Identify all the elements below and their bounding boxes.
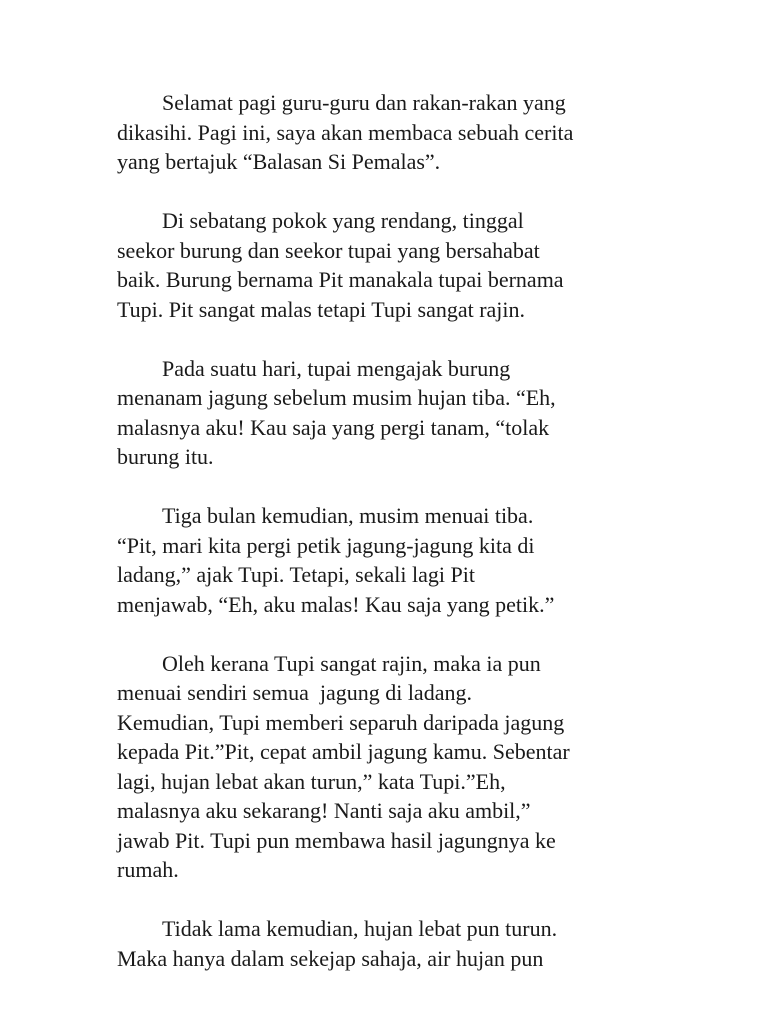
text-line: Kemudian, Tupi memberi separuh daripada jagung xyxy=(117,709,565,735)
text-line: baik. Burung bernama Pit manakala tupai bernama xyxy=(117,267,564,292)
paragraph-5 xyxy=(117,649,657,885)
text-line: ladang,” ajak Tupi. Tetapi, sekali lagi Pit xyxy=(117,562,475,587)
text-line: Tidak lama kemudian, hujan lebat pun turun. xyxy=(162,916,558,941)
text-line: Oleh kerana Tupi sangat rajin, maka ia pun xyxy=(162,650,541,676)
text-line: Di sebatang pokok yang rendang, tinggal xyxy=(162,208,524,233)
text-line: burung itu. xyxy=(117,444,214,469)
text-line: rumah. xyxy=(117,857,179,882)
text-line: Tiga bulan kemudian, musim menuai tiba. xyxy=(162,503,534,528)
text-line: Tupi. Pit sangat malas tetapi Tupi sangat rajin. xyxy=(117,296,526,322)
text-line: Maka hanya dalam sekejap sahaja, air hujan pun xyxy=(117,945,544,971)
text-line: “Pit, mari kita pergi petik jagung-jagung kita di xyxy=(117,532,535,558)
paragraph-2 xyxy=(117,206,657,324)
text-line: Pada suatu hari, tupai mengajak burung xyxy=(162,355,511,381)
text-line: menanam jagung sebelum musim hujan tiba. “Eh, xyxy=(117,385,556,410)
text-line: menjawab, “Eh, aku malas! Kau saja yang petik.” xyxy=(117,591,555,617)
text-line: kepada Pit.”Pit, cepat ambil jagung kamu. Sebentar xyxy=(117,739,570,764)
paragraph-3 xyxy=(117,354,657,472)
text-line: lagi, hujan lebat akan turun,” kata Tupi.”Eh, xyxy=(117,768,506,794)
text-line: yang bertajuk “Balasan Si Pemalas”. xyxy=(117,149,441,174)
text-line: seekor burung dan seekor tupai yang bersahabat xyxy=(117,237,540,263)
text-line: jawab Pit. Tupi pun membawa hasil jagungnya ke xyxy=(117,827,556,853)
paragraph-4 xyxy=(117,501,657,619)
text-line: menuai sendiri semua jagung di ladang. xyxy=(117,680,472,705)
text-line: dikasihi. Pagi ini, saya akan membaca sebuah cerita xyxy=(117,119,574,145)
story-text xyxy=(117,88,657,1003)
text-line: malasnya aku! Kau saja yang pergi tanam, “tolak xyxy=(117,414,550,440)
text-line: malasnya aku sekarang! Nanti saja aku ambil,” xyxy=(117,798,531,823)
paragraph-1 xyxy=(117,88,657,177)
paragraph-6 xyxy=(117,914,657,973)
text-line: Selamat pagi guru-guru dan rakan-rakan yang xyxy=(162,90,566,115)
